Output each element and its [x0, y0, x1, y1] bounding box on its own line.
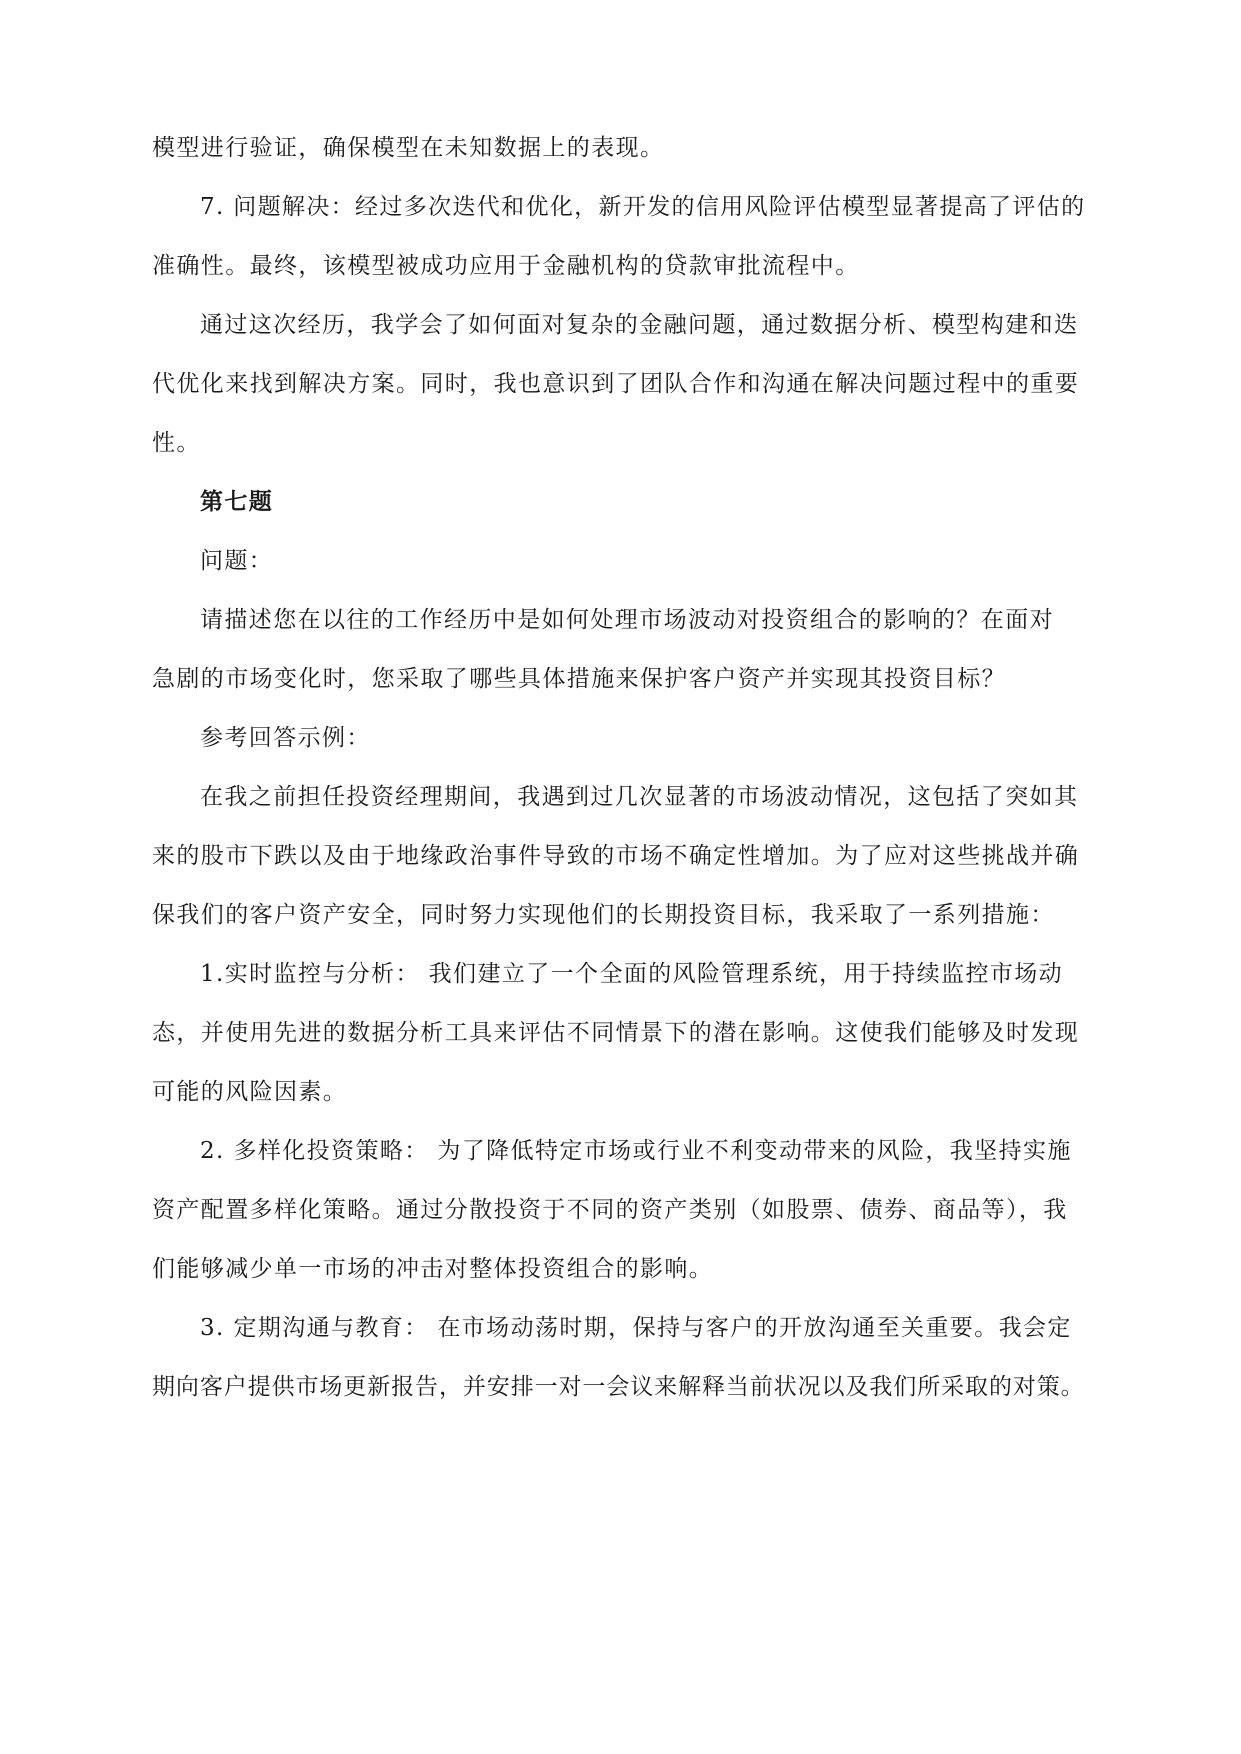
- section-heading: 第七题: [200, 488, 274, 515]
- text-line: 态，并使用先进的数据分析工具来评估不同情景下的潜在影响。这使我们能够及时发现: [152, 1020, 1080, 1046]
- text-line: 7. 问题解决：经过多次迭代和优化，新开发的信用风险评估模型显著提高了评估的: [200, 194, 1086, 220]
- text-line: 性。: [152, 430, 201, 456]
- text-line: 代优化来找到解决方案。同时，我也意识到了团队合作和沟通在解决问题过程中的重要: [152, 371, 1080, 397]
- text-line: 通过这次经历，我学会了如何面对复杂的金融问题，通过数据分析、模型构建和迭: [200, 312, 1079, 338]
- text-line: 们能够减少单一市场的冲击对整体投资组合的影响。: [152, 1256, 714, 1282]
- text-line: 准确性。最终，该模型被成功应用于金融机构的贷款审批流程中。: [152, 253, 860, 279]
- text-line: 期向客户提供市场更新报告，并安排一对一会议来解释当前状况以及我们所采取的对策。: [152, 1374, 1085, 1400]
- text-line: 1.实时监控与分析： 我们建立了一个全面的风险管理系统，用于持续监控市场动: [200, 961, 1064, 987]
- text-line: 3. 定期沟通与教育： 在市场动荡时期，保持与客户的开放沟通至关重要。我会定: [200, 1315, 1072, 1341]
- text-line: 资产配置多样化策略。通过分散投资于不同的资产类别（如股票、债券、商品等），我: [152, 1197, 1068, 1223]
- text-line: 在我之前担任投资经理期间，我遇到过几次显著的市场波动情况，这包括了突如其: [200, 784, 1079, 810]
- text-line: 来的股市下跌以及由于地缘政治事件导致的市场不确定性增加。为了应对这些挑战并确: [152, 843, 1080, 869]
- question-label: 问题：: [200, 548, 274, 574]
- text-line: 2. 多样化投资策略： 为了降低特定市场或行业不利变动带来的风险，我坚持实施: [200, 1138, 1072, 1164]
- text-line: 可能的风险因素。: [152, 1079, 348, 1105]
- text-line: 保我们的客户资产安全，同时努力实现他们的长期投资目标，我采取了一系列措施：: [152, 902, 1055, 928]
- answer-label: 参考回答示例：: [200, 725, 371, 751]
- text-line: 急剧的市场变化时，您采取了哪些具体措施来保护客户资产并实现其投资目标？: [152, 666, 1006, 692]
- text-line: 请描述您在以往的工作经历中是如何处理市场波动对投资组合的影响的？在面对: [200, 607, 1054, 633]
- text-line: 模型进行验证，确保模型在未知数据上的表现。: [152, 135, 665, 161]
